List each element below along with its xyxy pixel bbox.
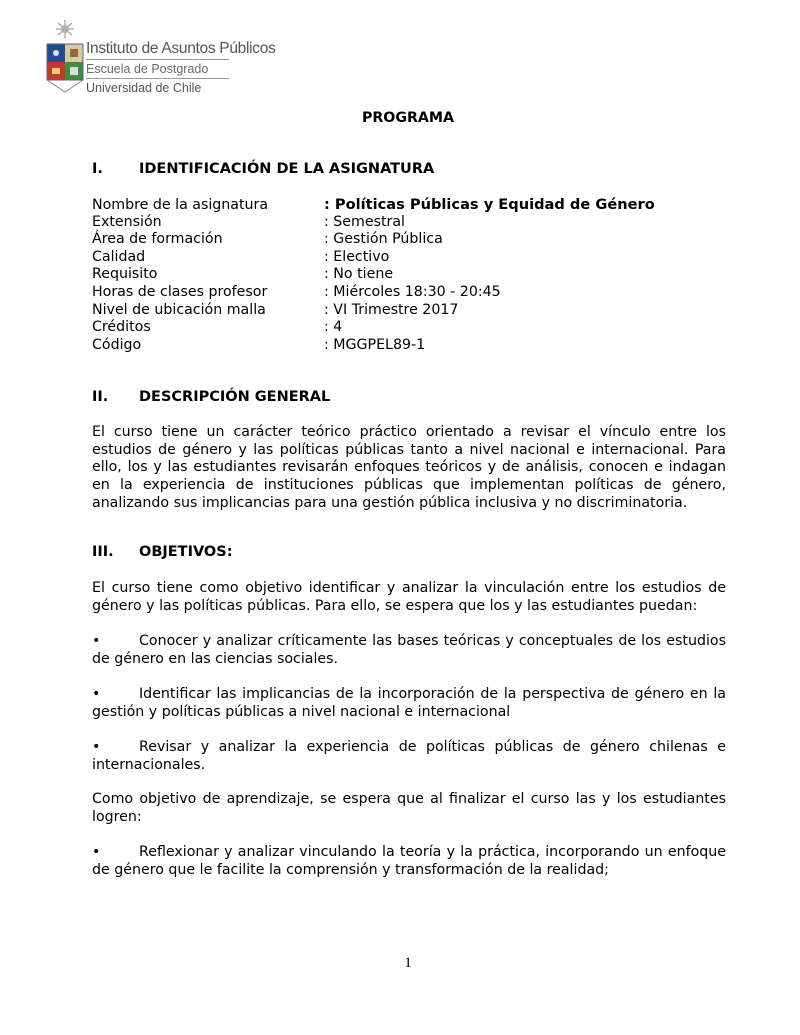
objectives-intro: El curso tiene como objetivo identificar y analizar la vinculación entre los estudios de género y las políticas públicas. Para ello, se espera que los y las estudiantes puedan: — [92, 580, 726, 614]
section-heading-objetivos — [92, 544, 233, 560]
objective-text: Identificar las implicancias de la incorporación de la perspectiva de género en la gestión y políticas públicas a nivel nacional e internacional — [92, 686, 726, 720]
info-value: : Miércoles 18:30 - 20:45 — [324, 283, 501, 300]
objective-text: Conocer y analizar críticamente las bases teóricas y conceptuales de los estudios de género en las ciencias sociales. — [92, 633, 726, 667]
bullet-mark: • — [92, 633, 101, 649]
learning-objectives-intro: Como objetivo de aprendizaje, se espera que al finalizar el curso las y los estudiantes logren: — [92, 791, 726, 825]
info-value: : No tiene — [324, 266, 394, 283]
objective-item — [92, 739, 726, 774]
info-row-requisito — [92, 266, 655, 284]
info-row-extension — [92, 214, 655, 232]
info-label: Créditos — [92, 319, 151, 336]
document-title: PROGRAMA — [361, 110, 455, 126]
info-row-creditos — [92, 319, 655, 337]
section-heading-identificacion — [92, 161, 434, 177]
section-title: IDENTIFICACIÓN DE LA ASIGNATURA — [139, 161, 435, 177]
section-heading-descripcion — [92, 389, 330, 405]
info-row-codigo — [92, 337, 655, 355]
info-row-horas — [92, 284, 655, 302]
logo-university-name: Universidad de Chile — [86, 81, 202, 95]
objective-item — [92, 633, 726, 668]
logo-school-name: Escuela de Postgrado — [86, 62, 209, 76]
section-number: I. — [92, 161, 103, 177]
info-value: : MGGPEL89-1 — [324, 336, 426, 353]
info-row-nivel — [92, 302, 655, 320]
bullet-mark: • — [92, 739, 101, 755]
info-row-nombre — [92, 196, 655, 214]
info-label: Área de formación — [92, 231, 223, 248]
info-label: Nivel de ubicación malla — [92, 301, 266, 318]
objective-item — [92, 686, 726, 721]
info-value: : Electivo — [324, 248, 390, 265]
info-label: Código — [92, 336, 142, 353]
institution-logo — [45, 18, 285, 98]
info-value: : 4 — [324, 319, 343, 336]
info-label: Extensión — [92, 213, 162, 230]
info-label: Calidad — [92, 248, 146, 265]
section-number: III. — [92, 544, 114, 560]
course-info-table — [92, 196, 655, 354]
bullet-mark: • — [92, 686, 101, 702]
info-value: : Políticas Públicas y Equidad de Género — [324, 196, 655, 213]
info-value: : Gestión Pública — [324, 231, 443, 248]
info-label: Nombre de la asignatura — [92, 197, 269, 213]
section-title: DESCRIPCIÓN GENERAL — [139, 389, 331, 405]
logo-divider — [86, 78, 229, 79]
info-row-calidad — [92, 249, 655, 267]
info-value: : Semestral — [324, 213, 405, 230]
bullet-mark: • — [92, 844, 101, 860]
learning-objective-item — [92, 844, 726, 879]
info-value: : VI Trimestre 2017 — [324, 301, 459, 318]
objective-text: Revisar y analizar la experiencia de políticas públicas de género chilenas e internacionales. — [92, 739, 726, 773]
logo-institute-name: Instituto de Asuntos Públicos — [86, 40, 276, 57]
logo-divider — [86, 59, 229, 60]
info-label: Horas de clases profesor — [92, 283, 268, 300]
section-title: OBJETIVOS: — [139, 544, 233, 560]
section-number: II. — [92, 389, 109, 405]
learning-objective-text: Reflexionar y analizar vinculando la teoría y la práctica, incorporando un enfoque de género que le facilite la comprensión y transformación de la realidad; — [92, 844, 726, 878]
description-paragraph: El curso tiene un carácter teórico práctico orientado a revisar el vínculo entre los estudios de género y las políticas públicas tanto a nivel nacional e internacional. Para ello, los y las estudiantes revisarán enfoques teóricos y de análisis, conocen e indagan en la experiencia de instituciones públicas que implementan políticas de género, analizando sus implicancias para una gestión pública inclusiva y no discriminatoria. — [92, 424, 726, 511]
university-seal-icon — [45, 18, 85, 94]
info-label: Requisito — [92, 266, 158, 283]
logo-text — [86, 39, 275, 96]
page-number: 1 — [404, 955, 412, 971]
info-row-area — [92, 231, 655, 249]
